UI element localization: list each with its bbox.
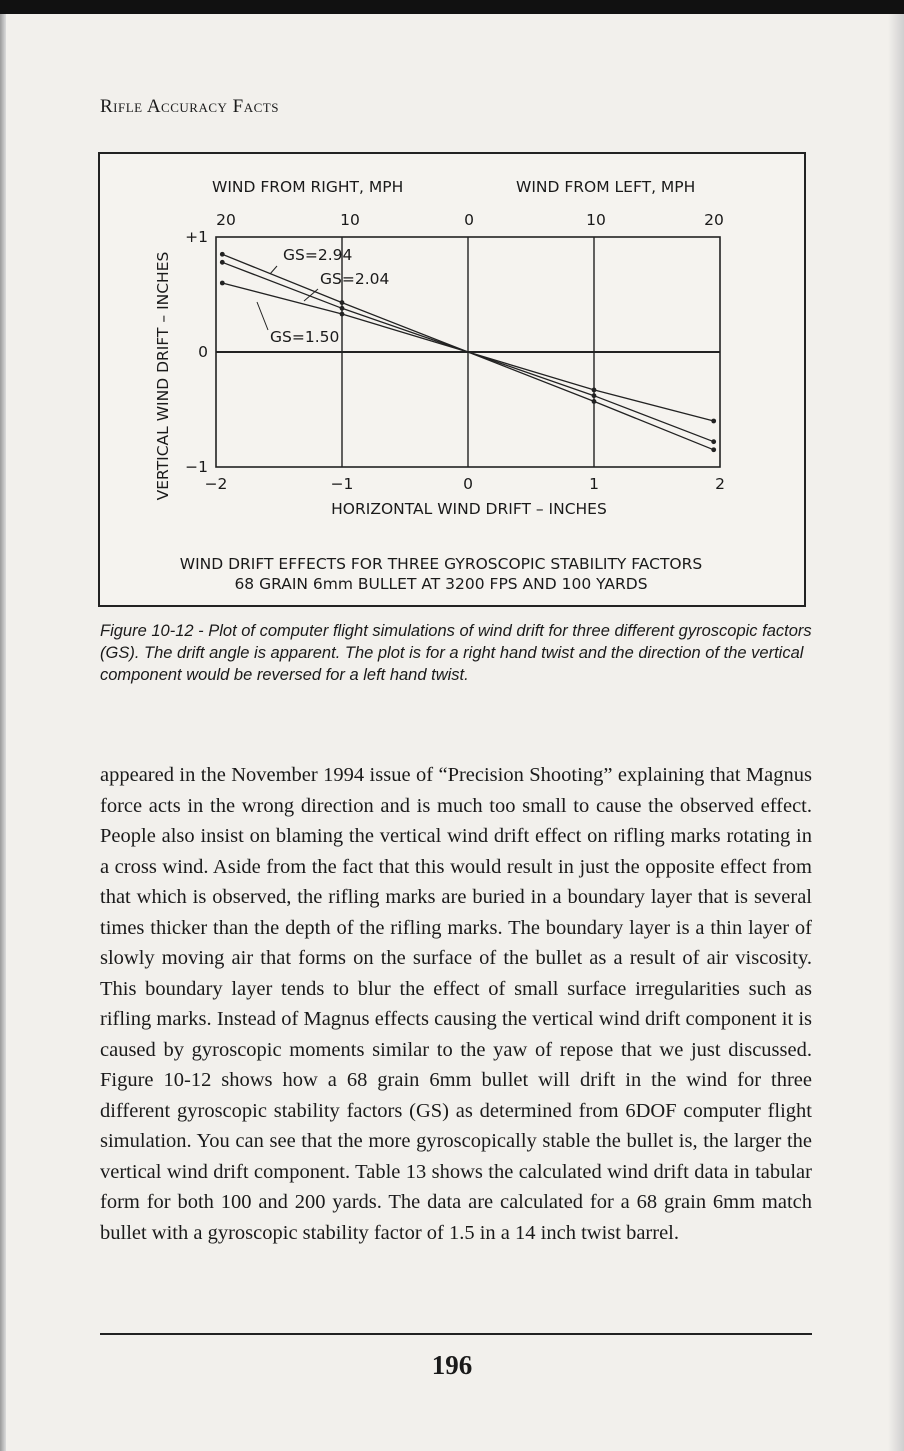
x-axis-label: HORIZONTAL WIND DRIFT – INCHES: [331, 500, 607, 518]
top-axis-tick-label: 0: [464, 211, 474, 229]
running-head: Rifle Accuracy Facts: [100, 96, 279, 117]
data-point: [220, 260, 225, 265]
footer-rule: [100, 1333, 812, 1335]
data-point: [220, 281, 225, 286]
y-tick-label: 0: [198, 343, 208, 361]
x-tick-label: 1: [589, 475, 599, 493]
top-axis-tick-label: 10: [340, 211, 360, 229]
top-axis-right-label: WIND FROM LEFT, MPH: [516, 178, 696, 196]
data-point: [592, 393, 597, 398]
data-point: [340, 300, 345, 305]
page-number: 196: [431, 1350, 473, 1380]
data-point: [220, 252, 225, 257]
top-axis-tick-label: 20: [704, 211, 724, 229]
data-point: [592, 399, 597, 404]
figure-title-line2: 68 GRAIN 6mm BULLET AT 3200 FPS AND 100 YARDS: [234, 575, 648, 593]
data-point: [711, 447, 716, 452]
x-tick-label: 0: [463, 475, 473, 493]
top-edge: [0, 0, 904, 14]
y-tick-label: +1: [185, 228, 208, 246]
series-annotation: GS=1.50: [270, 328, 340, 346]
y-tick-label: −1: [185, 458, 208, 476]
x-tick-label: 2: [715, 475, 725, 493]
x-tick-label: −1: [330, 475, 354, 493]
figure-box: [98, 152, 806, 607]
y-axis-label: VERTICAL WIND DRIFT – INCHES: [154, 251, 172, 501]
figure-caption: Figure 10-12 - Plot of computer flight simulations of wind drift for three different gyroscopic factors (GS). The drift angle is apparent. The plot is for a right hand twist and the direction of the vertical component would be reversed for a left hand twist.: [100, 622, 812, 684]
x-tick-label: −2: [204, 475, 228, 493]
wind-drift-chart: [100, 154, 804, 605]
series-annotation: GS=2.04: [320, 270, 390, 288]
page-spine-shadow: [0, 14, 6, 1451]
data-point: [340, 306, 345, 311]
data-point: [711, 419, 716, 424]
annotation-leader: [257, 302, 268, 330]
data-point: [711, 439, 716, 444]
data-point: [340, 312, 345, 317]
top-axis-tick-label: 10: [586, 211, 606, 229]
top-axis-tick-label: 20: [216, 211, 236, 229]
series-annotation: GS=2.94: [283, 246, 353, 264]
figure-title-line1: WIND DRIFT EFFECTS FOR THREE GYROSCOPIC STABILITY FACTORS: [179, 555, 703, 573]
top-axis-left-label: WIND FROM RIGHT, MPH: [212, 178, 404, 196]
page-edge-shadow: [888, 14, 904, 1451]
body-text: appeared in the November 1994 issue of “Precision Shooting” explaining that Magnus force acts in the wrong direction and is much too small to cause the observed effect. People also insist on blaming the vertical wind drift effect on rifling marks rotating in a cross wind. Aside from the fact that this would result in just the opposite effect from that which is observed, the rifling marks are buried in a boundary layer that is several times thicker than the depth of the rifling marks. The boundary layer is a thin layer of slowly moving air that forms on the surface of the bullet as a result of air viscosity. This boundary layer tends to blur the effect of small surface irregularities such as rifling marks. Instead of Magnus effects causing the vertical wind drift component it is caused by gyroscopic moments similar to the yaw of repose that we just discussed. Figure 10-12 shows how a 68 grain 6mm bullet will drift in the wind for three different gyroscopic stability factors (GS) as determined from 6DOF computer flight simulation. You can see that the more gyroscopically stable the bullet is, the larger the vertical wind drift component. Table 13 shows the calculated wind drift data in tabular form for both 100 and 200 yards. The data are calculated for a 68 grain 6mm match bullet with a gyroscopic stability factor of 1.5 in a 14 inch twist barrel.: [100, 764, 812, 1244]
annotation-leader: [270, 266, 277, 274]
data-point: [592, 388, 597, 393]
